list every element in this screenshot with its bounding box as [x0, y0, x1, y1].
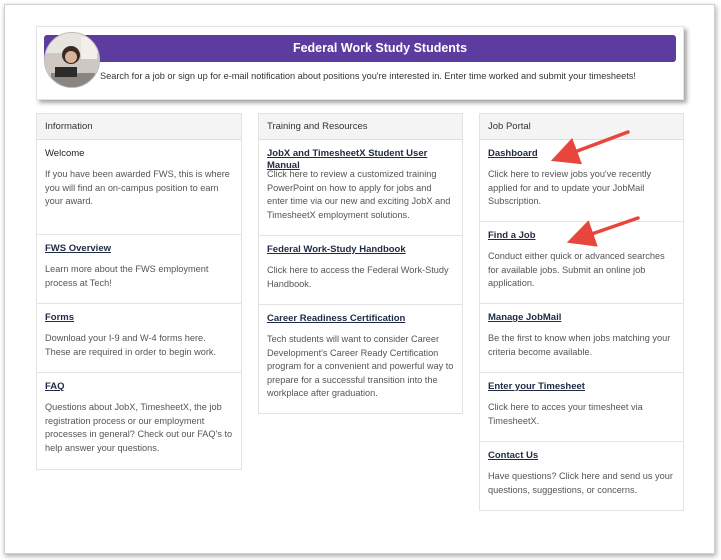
- fws-overview-link[interactable]: FWS Overview: [45, 243, 111, 254]
- training-heading: Training and Resources: [259, 114, 462, 140]
- welcome-title: Welcome: [45, 148, 85, 159]
- header-subtitle: Search for a job or sign up for e-mail notification about positions you're interested in. Enter time worked and submit your timesheets!: [100, 71, 636, 81]
- information-column: [36, 113, 242, 470]
- dashboard-arrow-icon: [550, 126, 640, 166]
- student-photo-icon: [45, 33, 100, 88]
- faq-text: Questions about JobX, TimesheetX, the job registration process or our employment processes in general? Check out our FAQ's to help answer your questions.: [45, 402, 233, 453]
- dashboard-text: Click here to review jobs you've recently applied for and to update your JobMail Subscription.: [488, 169, 652, 207]
- information-heading: Information: [37, 114, 241, 140]
- find-a-job-text: Conduct either quick or advanced searches for available jobs. Submit an online job application.: [488, 251, 665, 289]
- contact-us-link[interactable]: Contact Us: [488, 450, 539, 461]
- forms-link[interactable]: Forms: [45, 312, 75, 323]
- user-manual-link[interactable]: JobX and TimesheetX Student User Manual: [267, 148, 428, 171]
- handbook-text: Click here to access the Federal Work-Study Handbook.: [267, 265, 449, 289]
- job-portal-heading: Job Portal: [480, 114, 683, 140]
- find-a-job-arrow-icon: [566, 212, 646, 248]
- student-photo-avatar: [44, 32, 100, 88]
- manage-jobmail-section: [480, 304, 683, 373]
- contact-us-text: Have questions? Click here and send us your questions, suggestions, or concerns.: [488, 471, 673, 495]
- dashboard-link[interactable]: Dashboard: [488, 148, 538, 159]
- contact-us-section: [480, 442, 683, 510]
- career-readiness-text: Tech students will want to consider Career Development's Career Ready Certification program for a convenient and powerful way to prepare for a successful transition into the workplace after graduation.: [267, 334, 454, 399]
- timesheet-link[interactable]: Enter your Timesheet: [488, 381, 585, 392]
- faq-link[interactable]: FAQ: [45, 381, 65, 392]
- career-readiness-link[interactable]: Career Readiness Certification: [267, 313, 406, 324]
- manage-jobmail-text: Be the first to know when jobs matching your criteria become available.: [488, 333, 671, 357]
- career-readiness-section: [259, 305, 462, 413]
- welcome-section: [37, 140, 241, 235]
- user-manual-text: Click here to review a customized training PowerPoint on how to apply for jobs and enter time via our new and exciting JobX and TimesheetX employment solutions.: [267, 169, 451, 220]
- job-portal-column: [479, 113, 684, 511]
- forms-section: [37, 304, 241, 373]
- page-title-banner: [44, 35, 676, 62]
- fws-overview-section: [37, 235, 241, 304]
- training-column: [258, 113, 463, 414]
- find-a-job-link[interactable]: Find a Job: [488, 230, 536, 241]
- manage-jobmail-link[interactable]: Manage JobMail: [488, 312, 562, 323]
- timesheet-text: Click here to acces your timesheet via TimesheetX.: [488, 402, 643, 426]
- page-title: Federal Work Study Students: [292, 41, 468, 55]
- faq-section: [37, 373, 241, 469]
- user-manual-section: [259, 140, 462, 236]
- welcome-text: If you have been awarded FWS, this is where you will find an on-campus position to earn your award.: [45, 169, 230, 207]
- timesheet-section: [480, 373, 683, 442]
- fws-overview-text: Learn more about the FWS employment process at Tech!: [45, 264, 209, 288]
- handbook-section: [259, 236, 462, 305]
- handbook-link[interactable]: Federal Work-Study Handbook: [267, 244, 406, 255]
- forms-text: Download your I-9 and W-4 forms here. These are required in order to begin work.: [45, 333, 217, 357]
